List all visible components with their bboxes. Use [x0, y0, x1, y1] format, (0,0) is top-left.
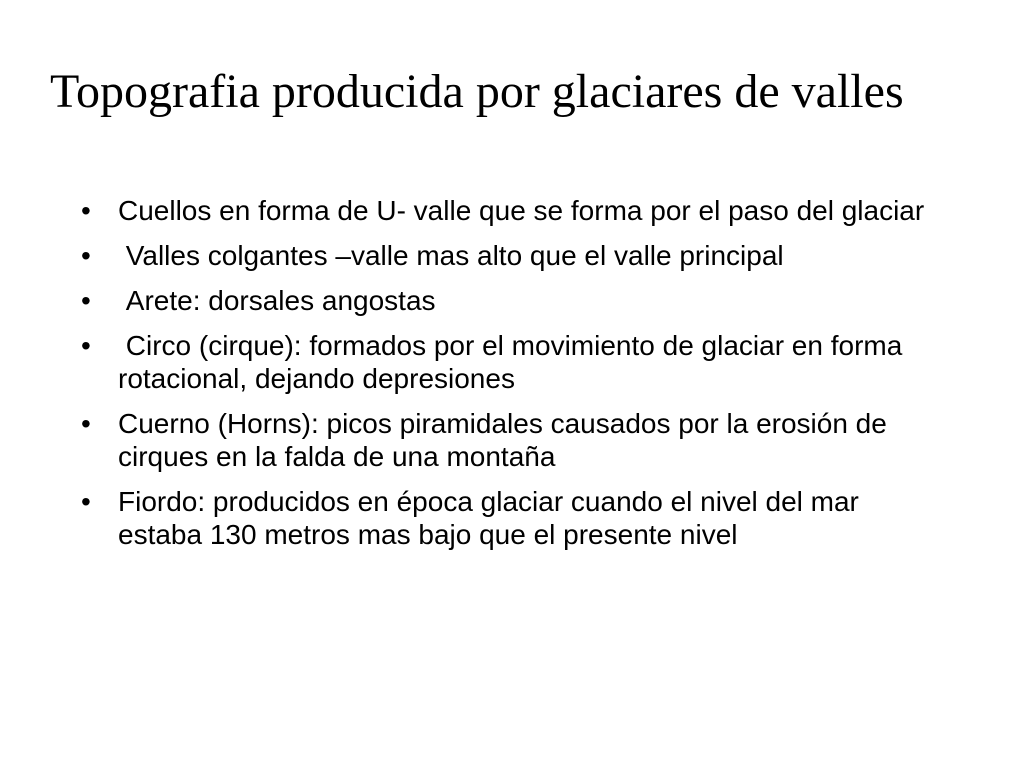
bullet-text: Fiordo: producidos en época glaciar cuando el nivel del mar estaba 130 metros mas bajo que el presente nivel — [118, 486, 867, 550]
bullet-item-hanging-valleys — [76, 239, 946, 272]
bullet-text: Circo (cirque): formados por el movimiento de glaciar en forma rotacional, dejando depresiones — [118, 330, 911, 394]
bullet-dot-icon: • — [81, 240, 91, 271]
bullet-text: Cuellos en forma de U- valle que se forma por el paso del glaciar — [118, 195, 925, 226]
bullet-item-fjord — [76, 485, 946, 551]
bullet-item-u-valley — [76, 194, 946, 227]
bullet-text: Arete: dorsales angostas — [118, 285, 436, 316]
bullet-dot-icon: • — [81, 285, 91, 316]
bullet-list — [76, 194, 946, 563]
slide-title: Topografia producida por glaciares de valles — [50, 65, 904, 118]
bullet-dot-icon: • — [81, 486, 91, 517]
bullet-text: Cuerno (Horns): picos piramidales causados por la erosión de cirques en la falda de una montaña — [118, 408, 895, 472]
bullet-dot-icon: • — [81, 408, 91, 439]
bullet-item-horn — [76, 407, 946, 473]
bullet-item-cirque — [76, 329, 946, 395]
bullet-dot-icon: • — [81, 330, 91, 361]
bullet-item-arete — [76, 284, 946, 317]
bullet-dot-icon: • — [81, 195, 91, 226]
bullet-text: Valles colgantes –valle mas alto que el valle principal — [118, 240, 784, 271]
